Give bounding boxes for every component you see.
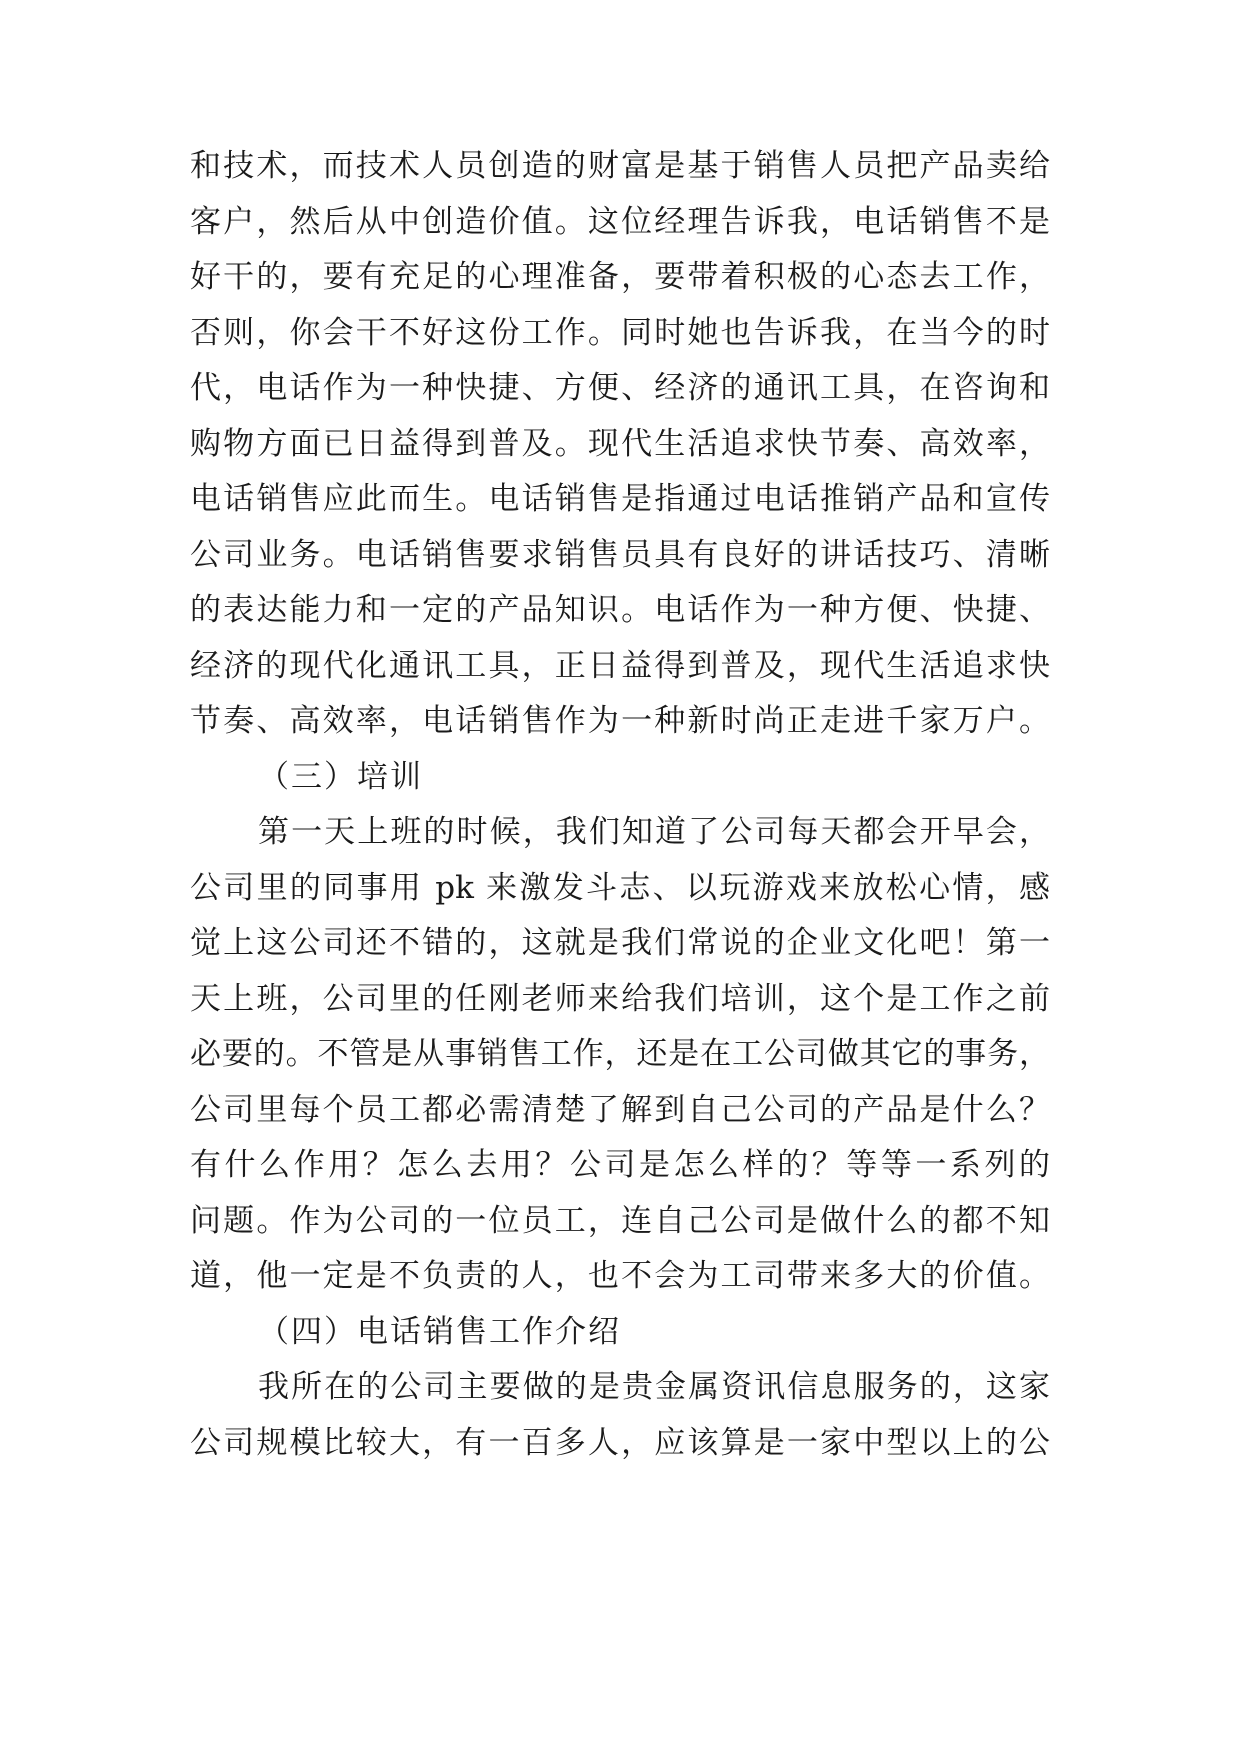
- paragraph-2-line-6: 公司里每个员工都必需清楚了解到自己公司的产品是什么？: [190, 1092, 1050, 1128]
- paragraph-3-line-2: 公司规模比较大，有一百多人，应该算是一家中型以上的公: [190, 1425, 1050, 1461]
- paragraph-1-line-6: 购物方面已日益得到普及。现代生活追求快节奏、高效率，: [190, 426, 1050, 462]
- paragraph-2-line-2: 公司里的同事用 pk 来激发斗志、以玩游戏来放松心情，感: [190, 870, 1050, 906]
- paragraph-2-line-8: 问题。作为公司的一位员工，连自己公司是做什么的都不知: [190, 1203, 1050, 1239]
- paragraph-1-line-4: 否则，你会干不好这份工作。同时她也告诉我，在当今的时: [190, 315, 1050, 351]
- paragraph-2-line-4: 天上班，公司里的任刚老师来给我们培训，这个是工作之前: [190, 981, 1050, 1017]
- paragraph-1-line-9: 的表达能力和一定的产品知识。电话作为一种方便、快捷、: [190, 592, 1050, 628]
- paragraph-2-line-9: 道，他一定是不负责的人，也不会为工司带来多大的价值。: [190, 1258, 1050, 1294]
- paragraph-1-line-2: 客户，然后从中创造价值。这位经理告诉我，电话销售不是: [190, 204, 1050, 240]
- paragraph-2-line-7: 有什么作用？怎么去用？公司是怎么样的？等等一系列的: [190, 1147, 1050, 1183]
- paragraph-1-line-8: 公司业务。电话销售要求销售员具有良好的讲话技巧、清晰: [190, 537, 1050, 573]
- paragraph-1-line-7: 电话销售应此而生。电话销售是指通过电话推销产品和宣传: [190, 481, 1050, 517]
- paragraph-1-line-1: 和技术，而技术人员创造的财富是基于销售人员把产品卖给: [190, 148, 1050, 184]
- paragraph-1-line-3: 好干的，要有充足的心理准备，要带着积极的心态去工作，: [190, 259, 1050, 295]
- paragraph-2-line-5: 必要的。不管是从事销售工作，还是在工公司做其它的事务，: [190, 1036, 1050, 1072]
- paragraph-1-line-11: 节奏、高效率，电话销售作为一种新时尚正走进千家万户。: [190, 703, 1050, 739]
- paragraph-1-line-5: 代，电话作为一种快捷、方便、经济的通讯工具，在咨询和: [190, 370, 1050, 406]
- paragraph-2-line-1: 第一天上班的时候，我们知道了公司每天都会开早会，: [258, 814, 1050, 850]
- paragraph-2-line-3: 觉上这公司还不错的，这就是我们常说的企业文化吧！第一: [190, 925, 1050, 961]
- paragraph-3-line-1: 我所在的公司主要做的是贵金属资讯信息服务的，这家: [258, 1369, 1050, 1405]
- section-heading-training: （三）培训: [258, 759, 423, 795]
- section-heading-phone-sales-intro: （四）电话销售工作介绍: [258, 1314, 621, 1350]
- paragraph-1-line-10: 经济的现代化通讯工具，正日益得到普及，现代生活追求快: [190, 648, 1050, 684]
